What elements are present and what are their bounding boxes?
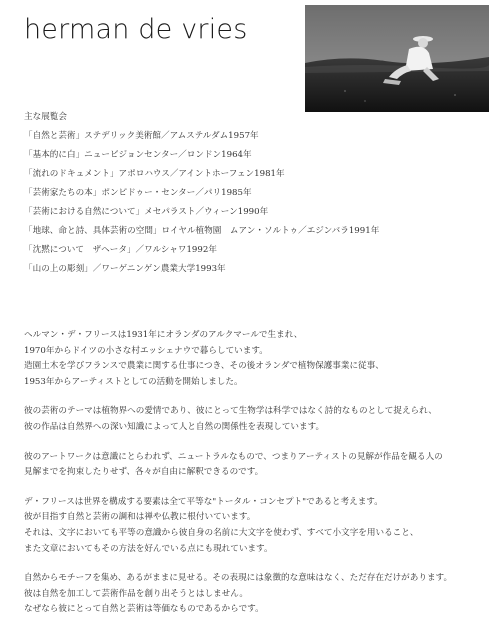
exhibitions-section <box>24 108 484 279</box>
bio-line: 彼は自然を加工して芸術作品を創り出そうとはしません。 <box>24 588 248 599</box>
bio-line: ヘルマン・デ・フリースは1931年にオランダのアルクマールで生まれ、 <box>24 330 303 340</box>
bio-line: 彼の芸術のテーマは植物界への愛情であり、彼にとって生物学は科学ではなく詩的なものとして捉えられ、 <box>24 406 437 417</box>
bio-line: デ・フリースは世界を構成する要素は全て平等な"トータル・コンセプト"であると考えます。 <box>24 496 383 507</box>
exhibition-item: 「流れのドキュメント」アポロハウス／アイントホーフェン1981年 <box>24 169 285 179</box>
bio-paragraph <box>24 495 494 557</box>
exhibition-item: 「芸術家たちの本」ポンピドゥー・センター／パリ1985年 <box>24 188 252 198</box>
exhibition-item: 「基本的に白」ニュービジョンセンター／ロンドン1964年 <box>24 150 252 160</box>
exhibition-item: 「山の上の彫刻」／ワーゲニンゲン農業大学1993年 <box>24 264 226 274</box>
bio-line: 1970年からドイツの小さな村エッシェナウで暮らしています。 <box>24 345 268 356</box>
exhibitions-heading: 主な展覧会 <box>24 112 67 122</box>
page-title: herman de vries <box>24 14 248 45</box>
exhibition-item: 「沈黙について ザヘータ」／ワルシャワ1992年 <box>24 245 217 255</box>
bio-paragraph <box>24 404 494 435</box>
bio-paragraph <box>24 571 494 618</box>
bio-line: 自然からモチーフを集め、あるがままに見せる。その表現には象徴的な意味はなく、ただ存在だけがあります。 <box>24 573 453 584</box>
bio-line: 造園土木を学びフランスで農業に関する仕事につき、その後オランダで植物保護事業に従事、 <box>24 361 384 372</box>
artist-photo-image <box>305 5 489 112</box>
bio-line: 1953年からアーティストとしての活動を開始しました。 <box>24 376 243 387</box>
exhibition-item: 「地球、命と詩、具体芸術の空間」ロイヤル植物園 ムアン・ソルトゥ／エジンバラ1991年 <box>24 226 380 236</box>
exhibitions-list <box>24 127 484 279</box>
bio-line: それは、文字においても平等の意識から彼自身の名前に大文字を使わず、すべて小文字を用いること、 <box>24 527 419 538</box>
bio-line: 彼が目指す自然と芸術の調和は禅や仏教に根付いています。 <box>24 512 256 523</box>
bio-line: 見解までを拘束したりせず、各々が自由に解釈できるのです。 <box>24 467 264 478</box>
bio-line: なぜなら彼にとって自然と芸術は等価なものであるからです。 <box>24 604 264 615</box>
exhibition-item: 「芸術における自然について」メセパラスト／ウィーン1990年 <box>24 207 269 217</box>
exhibition-item: 「自然と芸術」ステデリック美術館／アムステルダム1957年 <box>24 131 259 141</box>
bio-line: 彼のアートワークは意識にとらわれず、ニュートラルなもので、つまりアーティストの見解が作品を観る人の <box>24 451 443 462</box>
artist-photo <box>305 5 489 112</box>
bio-line: また文章においてもその方法を好んでいる点にも現れています。 <box>24 543 273 554</box>
bio-paragraph <box>24 450 494 481</box>
bio-line: 彼の作品は自然界への深い知識によって人と自然の関係性を表現しています。 <box>24 421 325 432</box>
biography-section <box>24 328 494 632</box>
bio-paragraph <box>24 328 494 390</box>
